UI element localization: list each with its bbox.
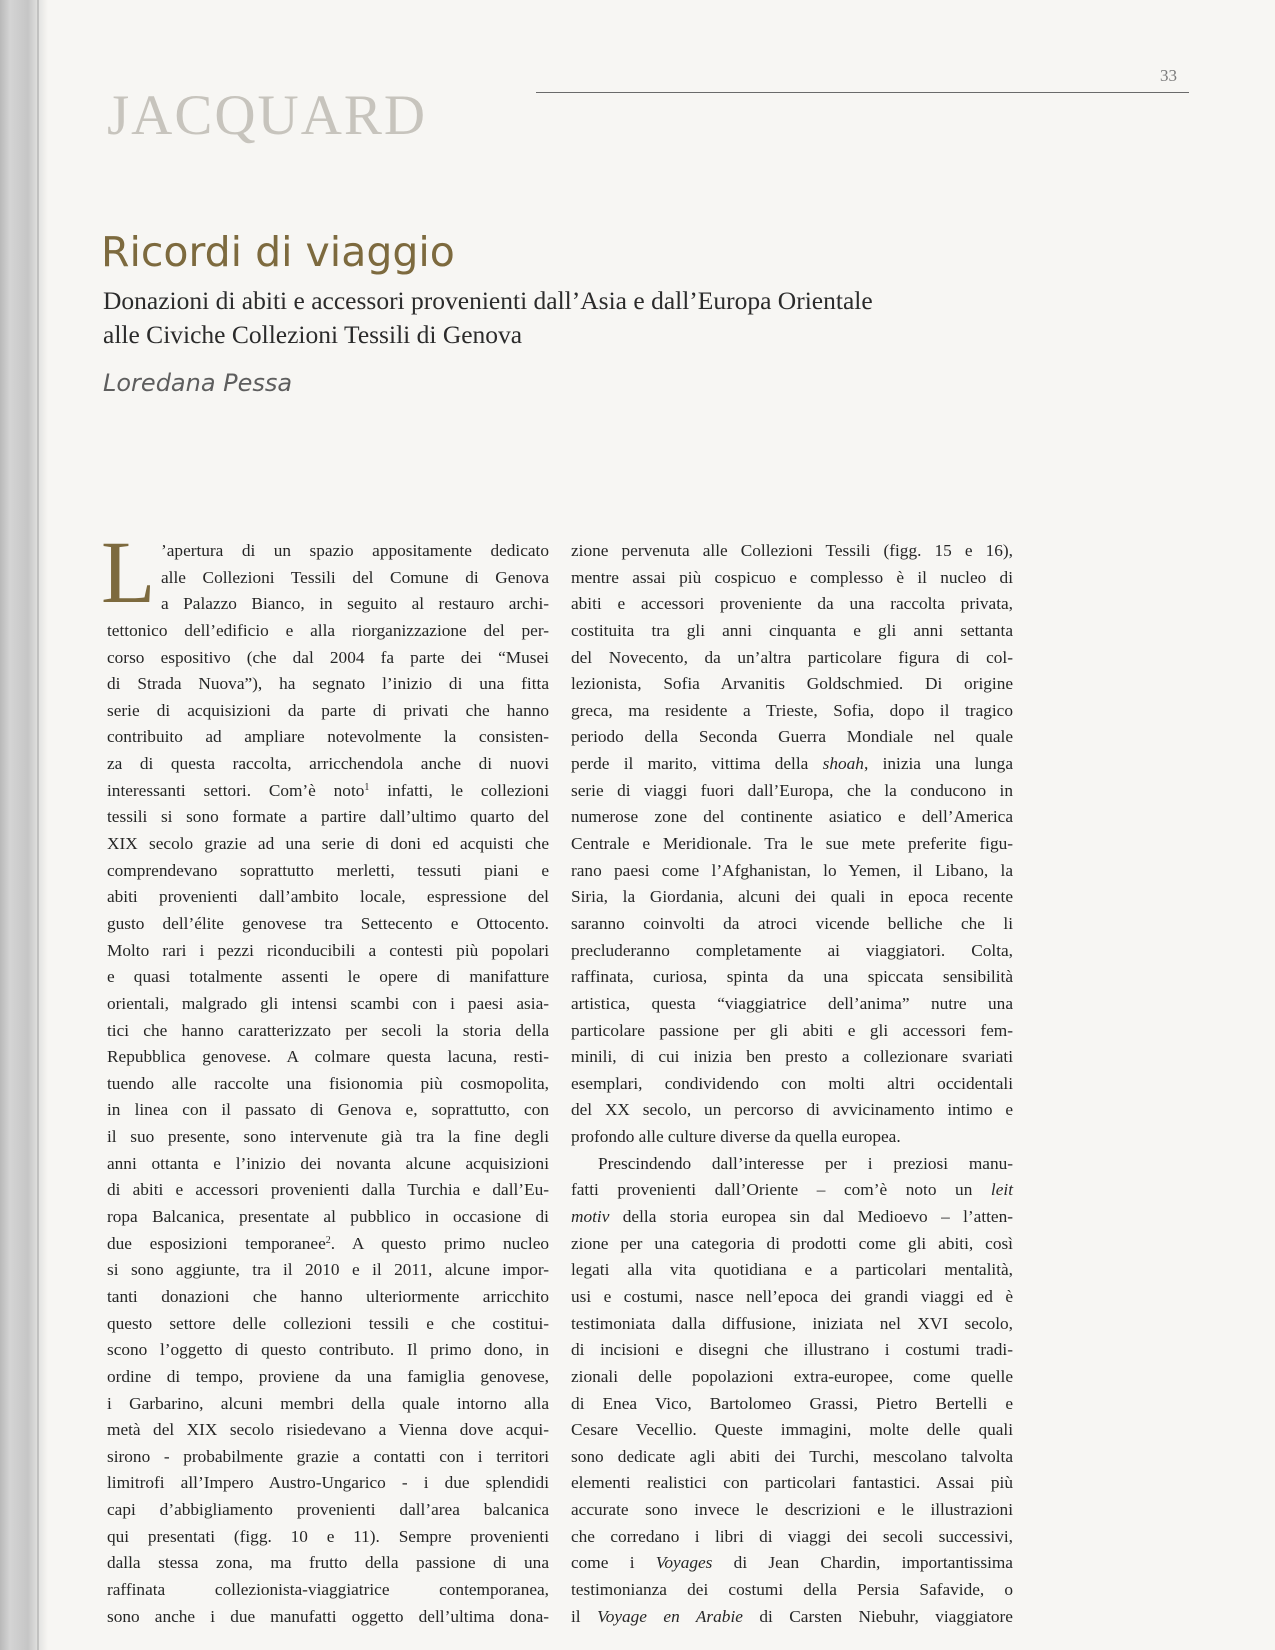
text-line: precluderanno completamente ai viaggiatori. Colta, <box>571 940 1013 960</box>
text-line: si sono aggiunte, tra il 2010 e il 2011, alcune impor- <box>107 1260 549 1280</box>
header-rule <box>536 92 1189 93</box>
text-line: di Strada Nuova”), ha segnato l’inizio di una fitta <box>107 674 549 694</box>
text-line: minili, di cui inizia ben presto a collezionare svariati <box>571 1047 1013 1067</box>
text-line: usi e costumi, nasce nell’epoca dei grandi viaggi ed è <box>571 1286 1013 1306</box>
article-title: Ricordi di viaggio <box>101 228 455 276</box>
text-line: capi d’abbigliamento provenienti dall’area balcanica <box>107 1500 549 1520</box>
text-line: numerose zone del continente asiatico e dell’America <box>571 807 1013 827</box>
text-line: Molto rari i pezzi riconducibili a contesti più popolari <box>107 940 549 960</box>
text-line: scono l’oggetto di questo contributo. Il primo dono, in <box>107 1340 549 1360</box>
page-number: 33 <box>1160 66 1177 85</box>
text-line: raffinata, curiosa, spinta da una spiccata sensibilità <box>571 967 1013 987</box>
text-line: dalla stessa zona, ma frutto della passione di una <box>107 1553 549 1573</box>
text-line: ordine di tempo, proviene da una famiglia genovese, <box>107 1366 549 1386</box>
text-line: testimoniata dalla diffusione, iniziata nel XVI secolo, <box>571 1313 1013 1333</box>
text-line: interessanti settori. Com’è noto$^1$ infatti, le collezioni <box>107 780 549 800</box>
text-line: profondo alle culture diverse da quella europea. <box>571 1127 901 1147</box>
text-line: sono dedicate agli abiti dei Turchi, mescolano talvolta <box>571 1446 1013 1466</box>
text-line: il suo presente, sono intervenute già tra la fine degli <box>107 1127 549 1147</box>
article-subtitle <box>103 284 1003 352</box>
text-line: abiti e accessori proveniente da una raccolta privata, <box>571 594 1013 614</box>
text-line: a Palazzo Bianco, in seguito al restauro archi- <box>161 594 549 614</box>
body-column-left <box>107 538 549 1630</box>
text-line: il Voyage en Arabie di Carsten Niebuhr, viaggiatore <box>571 1606 1013 1626</box>
text-line: artistica, questa “viaggiatrice dell’anima” nutre una <box>571 993 1013 1013</box>
text-line: Cesare Vecellio. Queste immagini, molte delle quali <box>571 1420 1013 1440</box>
text-line: accurate sono invece le descrizioni e le illustrazioni <box>571 1500 1013 1520</box>
text-line: come i Voyages di Jean Chardin, importantissima <box>571 1553 1013 1573</box>
text-line: ropa Balcanica, presentate al pubblico in occasione di <box>107 1207 549 1227</box>
text-line: motiv della storia europea sin dal Medioevo – l’atten- <box>571 1207 1013 1227</box>
text-line: zione pervenuta alle Collezioni Tessili (figg. 15 e 16), <box>571 541 1013 560</box>
scan-binding-shadow <box>37 0 39 1650</box>
text-line: qui presentati (figg. 10 e 11). Sempre provenienti <box>107 1526 549 1546</box>
text-line: contribuito ad ampliare notevolmente la consisten- <box>107 727 549 747</box>
text-line: perde il marito, vittima della shoah, inizia una lunga <box>571 754 1013 774</box>
text-line: metà del XIX secolo risiedevano a Vienna dove acqui- <box>107 1420 549 1440</box>
text-line: corso espositivo (che dal 2004 fa parte dei “Musei <box>107 647 549 667</box>
text-line: in linea con il passato di Genova e, soprattutto, con <box>107 1100 549 1120</box>
text-line: raffinata collezionista-viaggiatrice contemporanea, <box>107 1579 549 1599</box>
text-line: testimonianza dei costumi della Persia Safavide, o <box>571 1579 1013 1599</box>
text-line: del Novecento, da un’altra particolare figura di col- <box>571 647 1013 667</box>
text-line: due esposizioni temporanee$^2$. A questo primo nucleo <box>107 1233 550 1253</box>
text-line: del XX secolo, un percorso di avvicinamento intimo e <box>571 1100 1013 1120</box>
text-line: serie di viaggi fuori dall’Europa, che la conducono in <box>571 780 1013 800</box>
text-line: mentre assai più cospicuo e complesso è il nucleo di <box>571 567 1013 587</box>
text-line: tettonico dell’edificio e alla riorganizzazione del per- <box>107 620 549 640</box>
text-line: esemplari, condividendo con molti altri occidentali <box>571 1073 1013 1093</box>
text-line: saranno coinvolti da atroci vicende belliche che li <box>571 913 1013 933</box>
text-line: tici che hanno caratterizzato per secoli la storia della <box>107 1020 549 1040</box>
text-line: sirono - probabilmente grazie a contatti con i territori <box>107 1446 549 1466</box>
text-line: lezionista, Sofia Arvanitis Goldschmied. Di origine <box>571 674 1013 694</box>
magazine-title: jacquard <box>107 61 428 152</box>
text-line: costituita tra gli anni cinquanta e gli anni settanta <box>571 620 1013 640</box>
text-line: sono anche i due manufatti oggetto dell’ultima dona- <box>107 1606 549 1626</box>
text-line: rano paesi come l’Afghanistan, lo Yemen, il Libano, la <box>571 860 1013 880</box>
text-line: comprendevano soprattutto merletti, tessuti piani e <box>107 860 549 880</box>
text-line: di incisioni e disegni che illustrano i costumi tradi- <box>571 1340 1013 1360</box>
text-line: tuendo alle raccolte una fisionomia più cosmopolita, <box>107 1073 549 1093</box>
text-line: di abiti e accessori provenienti dalla Turchia e dall’Eu- <box>107 1180 549 1200</box>
text-line: XIX secolo grazie ad una serie di doni ed acquisti che <box>107 834 549 854</box>
text-line: particolare passione per gli abiti e gli accessori fem- <box>571 1020 1013 1040</box>
text-line: alle Collezioni Tessili del Comune di Genova <box>161 567 549 587</box>
scan-page-edge <box>0 0 48 1650</box>
text-line: questo settore delle collezioni tessili e che costitui- <box>107 1313 549 1333</box>
subtitle-line: Donazioni di abiti e accessori provenienti dall’Asia e dall’Europa Orientale <box>103 286 873 315</box>
drop-cap: L <box>101 524 156 622</box>
text-line: gusto dell’élite genovese tra Settecento e Ottocento. <box>107 913 549 933</box>
text-line: legati alla vita quotidiana e a particolari mentalità, <box>571 1260 1013 1280</box>
text-line: zionali delle popolazioni extra-europee, come quelle <box>571 1366 1013 1386</box>
text-line: orientali, malgrado gli intensi scambi con i paesi asia- <box>107 993 549 1013</box>
text-line: che corredano i libri di viaggi dei secoli successivi, <box>571 1526 1013 1546</box>
text-line: abiti provenienti dall’ambito locale, espressione del <box>107 887 549 907</box>
text-line: Prescindendo dall’interesse per i preziosi manu- <box>598 1153 1013 1173</box>
text-line: i Garbarino, alcuni membri della quale intorno alla <box>107 1393 549 1413</box>
text-line: fatti provenienti dall’Oriente – com’è noto un leit <box>571 1180 1013 1200</box>
text-line: ’apertura di un spazio appositamente dedicato <box>161 541 549 560</box>
body-column-right <box>571 538 1013 1630</box>
text-line: serie di acquisizioni da parte di privati che hanno <box>107 700 549 720</box>
text-line: di Enea Vico, Bartolomeo Grassi, Pietro Bertelli e <box>571 1393 1013 1413</box>
text-line: Repubblica genovese. A colmare questa lacuna, resti- <box>107 1047 549 1067</box>
text-line: tanti donazioni che hanno ulteriormente arricchito <box>107 1286 549 1306</box>
text-line: elementi realistici con particolari fantastici. Assai più <box>571 1473 1013 1493</box>
text-line: limitrofi all’Impero Austro-Ungarico - i due splendidi <box>107 1473 549 1493</box>
text-line: tessili si sono formate a partire dall’ultimo quarto del <box>107 807 549 827</box>
text-line: e quasi totalmente assenti le opere di manifatture <box>107 967 549 987</box>
text-line: zione per una categoria di prodotti come gli abiti, così <box>571 1233 1013 1253</box>
text-line: greca, ma residente a Trieste, Sofia, dopo il tragico <box>571 700 1013 720</box>
article-author: Loredana Pessa <box>103 369 293 397</box>
subtitle-line: alle Civiche Collezioni Tessili di Genova <box>103 320 523 349</box>
text-line: Centrale e Meridionale. Tra le sue mete preferite figu- <box>571 834 1013 854</box>
text-line: za di questa raccolta, arricchendola anche di nuovi <box>107 754 549 774</box>
text-line: periodo della Seconda Guerra Mondiale nel quale <box>571 727 1013 747</box>
text-line: anni ottanta e l’inizio dei novanta alcune acquisizioni <box>107 1153 549 1173</box>
text-line: Siria, la Giordania, alcuni dei quali in epoca recente <box>571 887 1013 907</box>
